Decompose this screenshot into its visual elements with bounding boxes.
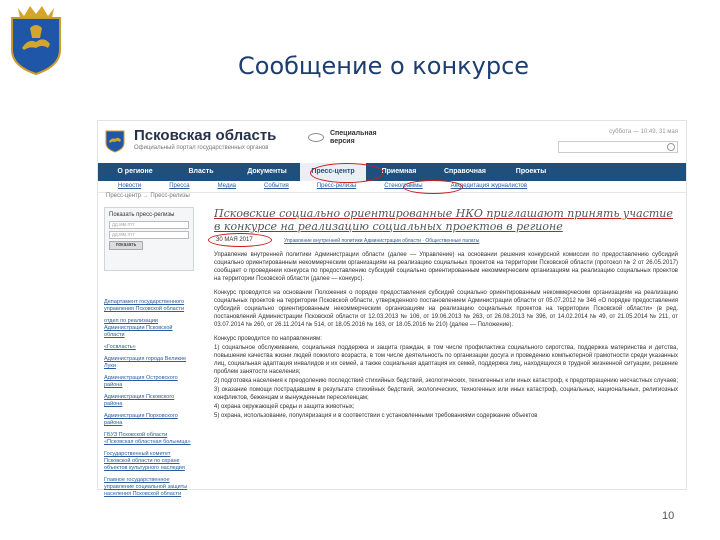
special-version-line-2: версия	[330, 138, 355, 145]
article-paragraph: Конкурс проводится по направлениям:	[214, 336, 322, 342]
sidebar-link[interactable]: Государственный комитет Псковской области по охране объектов культурного наследия	[104, 451, 185, 471]
special-version-line-1: Специальная	[330, 130, 377, 137]
nav-item[interactable]: Документы	[247, 168, 287, 175]
sidebar-link[interactable]: Администрация Псковского района	[104, 394, 175, 407]
nav-item[interactable]: О регионе	[117, 168, 153, 175]
article-meta	[214, 236, 678, 245]
site-header	[98, 121, 686, 163]
subnav-item[interactable]: Новости	[118, 183, 142, 189]
breadcrumb[interactable]: Пресс-центр → Пресс-релизы	[106, 193, 190, 199]
nav-item[interactable]: Приемная	[381, 168, 417, 175]
press-filter-box	[104, 207, 194, 271]
left-links	[104, 299, 194, 498]
left-sidebar	[104, 207, 194, 503]
date-from-input[interactable]: дд.мм.гггг	[109, 221, 189, 229]
page-number: 10	[662, 510, 675, 522]
sidebar-link[interactable]: Администрация Островского района	[104, 375, 178, 388]
article-paragraph: Управление внутренней политики Администрации области (далее — Управление) на основании решения конкурсной комиссии по предоставлению субсидий социально ориентированным некоммерческим организациям на реализацию социальных проектов на территории Псковской области (протокол № 2 от 26.05.2017) сообщает о проведении конкурса по предоставлению субсидий социально ориентированным некоммерческим организациям на реализацию социальных проектов на территории Псковской области (далее — конкурс).	[214, 252, 678, 282]
nav-item[interactable]: Власть	[188, 168, 214, 175]
eye-icon[interactable]	[308, 133, 324, 142]
article-tags[interactable]: Управление внутренней политики Администрации области · Общественные палаты	[284, 238, 480, 244]
date-time: суббота — 10:49, 31 мая	[609, 129, 678, 135]
date-to-input[interactable]: дд.мм.гггг	[109, 231, 189, 239]
nav-item-press-center[interactable]: Пресс-центр	[300, 163, 366, 181]
site-subtitle: Официальный портал государственных органов	[134, 145, 269, 151]
article-paragraph: 5) охрана, использование, популяризация и в соответствии с установленными требованиями содержание объектов	[214, 413, 538, 419]
article	[214, 207, 678, 420]
subnav-item-press-releases[interactable]: Пресс-релизы	[316, 183, 357, 189]
subnav-item[interactable]: Медиа	[217, 183, 237, 189]
website-screenshot	[97, 120, 687, 497]
sidebar-link[interactable]: «Госвласть»	[104, 344, 136, 350]
article-paragraph: 3) оказание помощи пострадавшим в результате стихийных бедствий, экологических, техногенных или иных катастроф, социальных, национальных, религиозных конфликтов, беженцам и вынужденным переселенцам;	[214, 387, 678, 401]
article-date: 30 МАЯ 2017	[216, 237, 253, 243]
sidebar-link[interactable]: Департамент государственного управления Псковской области	[104, 299, 185, 312]
search-icon[interactable]	[667, 143, 675, 151]
subnav-item[interactable]: Пресса	[169, 183, 190, 189]
sidebar-link[interactable]: Администрация Порховского района	[104, 413, 178, 426]
nav-item[interactable]: Проекты	[515, 168, 547, 175]
press-filter-title: Показать пресс-релизы	[109, 212, 175, 218]
sidebar-link[interactable]: отдел по реализации Администрации Псковской области	[104, 318, 173, 338]
article-paragraph: 2) подготовка населения к преодолению последствий стихийных бедствий, экологических, техногенных или иных катастроф, к предотвращению несчастных случаев;	[214, 378, 679, 384]
sidebar-link[interactable]: Администрация города Великие Луки	[104, 356, 187, 369]
subnav-item[interactable]: События	[264, 183, 289, 189]
pskov-crest-icon	[8, 4, 64, 76]
sidebar-link[interactable]: Главное государственное управление социальной защиты населения Псковской области	[104, 477, 188, 497]
article-paragraph: Конкурс проводится на основании Положения о порядке предоставления субсидий социально ориентированным некоммерческим организациям на реализацию социальных проектов на территории Псковской области, утвержденного постановлением Администрации области от 05.07.2012 № 346 «О порядке предоставления субсидий социально ориентированным некоммерческим организациям на реализацию социальных проектов на территории Псковской области» (в ред. постановлений Администрации Псковской области от 12.03.2013 № 106, от 19.06.2013 № 263, от 26.08.2013 № 396, от 14.02.2014 № 49, от 21.05.2014 № 211, от 03.07.2014 № 260, от 26.11.2014 № 514, от 18.05.2016 № 163, от 18.05.2016 № 210) (далее — Положение).	[214, 290, 678, 328]
press-releases-highlight	[403, 180, 463, 194]
article-paragraph: 4) охрана окружающей среды и защита животных;	[214, 404, 355, 410]
article-paragraph: 1) социальное обслуживание, социальная поддержка и защита граждан, в том числе профилактика социального сиротства, поддержка материнства и детства, повышение качества жизни людей пожилого возраста, в том числе деятельность по организации досуга и проведению компьютерной грамотности среди указанных лиц, социальная адаптация инвалидов и их семей, а также социальная адаптация их семей, поддержка лиц, находящихся в трудной жизненной ситуации, решение проблем занятости населения;	[214, 345, 678, 375]
site-name[interactable]: Псковская область	[134, 127, 277, 144]
sidebar-link[interactable]: ГБУЗ Псковской области «Псковская областная больница»	[104, 432, 191, 445]
slide-title: Сообщение о конкурсе	[238, 52, 530, 80]
special-version-link[interactable]	[330, 130, 377, 146]
subnav-item[interactable]: Аккредитация журналистов	[450, 183, 528, 189]
main-nav	[98, 163, 686, 181]
press-center-highlight	[310, 163, 384, 183]
nav-item[interactable]: Справочная	[443, 168, 487, 175]
site-logo-icon	[104, 127, 126, 153]
sub-nav	[98, 181, 686, 193]
article-title: Псковские социально ориентированные НКО приглашают принять участие в конкурсе на реализацию социальных проектов в регионе	[214, 207, 673, 233]
subnav-item[interactable]: Стенограммы	[384, 183, 423, 189]
show-button[interactable]: показать	[109, 241, 143, 250]
site-search-input[interactable]	[558, 141, 678, 153]
